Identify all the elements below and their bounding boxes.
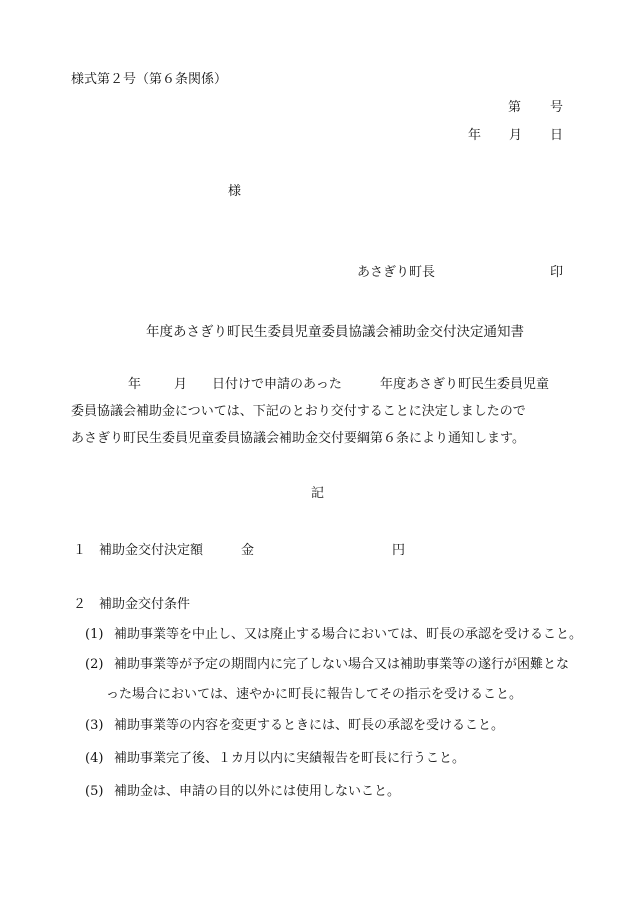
section1-number: １ <box>73 543 87 558</box>
body-line3: あさぎり町民生委員児童委員協議会補助金交付要綱第６条により通知します。 <box>71 431 525 446</box>
condition-3-number: (3) <box>85 718 104 733</box>
ki-heading: 記 <box>311 486 325 501</box>
body-day-phrase: 日付けで申請のあった <box>212 377 342 392</box>
condition-1-text: 補助事業等を中止し、又は廃止する場合においては、町長の承認を受けること。 <box>114 627 583 642</box>
form-number-label: 様式第２号（第６条関係） <box>71 72 228 87</box>
condition-2-text: 補助事業等が予定の期間内に完了しない場合又は補助事業等の遂行が困難とな <box>114 657 570 672</box>
condition-4-text: 補助事業完了後、１カ月以内に実績報告を町長に行うこと。 <box>114 751 466 766</box>
body-line1-tail: 年度あさぎり町民生委員児童 <box>380 377 550 392</box>
document-number-suffix: 号 <box>550 100 564 115</box>
addressee-honorific: 様 <box>228 184 242 199</box>
section1-label: 補助金交付決定額 <box>99 543 204 558</box>
condition-4-number: (4) <box>85 751 104 766</box>
condition-5-number: (5) <box>85 784 104 799</box>
body-month: 月 <box>174 377 188 392</box>
condition-2-number: (2) <box>85 657 104 672</box>
section2-number: ２ <box>73 597 87 612</box>
condition-2-text-continued: った場合においては、速やかに町長に報告してその指示を受けること。 <box>106 687 523 702</box>
section1-en: 円 <box>392 543 406 558</box>
section2-label: 補助金交付条件 <box>99 597 191 612</box>
section1-kin: 金 <box>241 543 255 558</box>
seal-mark: 印 <box>550 265 564 280</box>
sender-name: あさぎり町長 <box>357 265 436 280</box>
condition-3-text: 補助事業等の内容を変更するときには、町長の承認を受けること。 <box>114 718 505 733</box>
body-line2: 委員協議会補助金については、下記のとおり交付することに決定しましたので <box>71 404 526 419</box>
document-number-prefix: 第 <box>508 100 522 115</box>
condition-1-number: (1) <box>85 627 104 642</box>
date-year: 年 <box>468 128 482 143</box>
condition-5-text: 補助金は、申請の目的以外には使用しないこと。 <box>114 784 401 799</box>
document-title: 年度あさぎり町民生委員児童委員協議会補助金交付決定通知書 <box>146 324 524 340</box>
date-day: 日 <box>550 128 564 143</box>
body-year: 年 <box>128 377 142 392</box>
date-month: 月 <box>509 128 523 143</box>
